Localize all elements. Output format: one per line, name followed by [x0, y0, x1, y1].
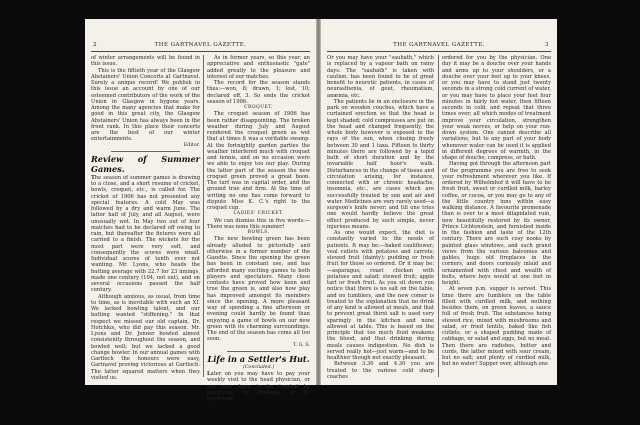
right-column-2	[442, 55, 551, 379]
editor-signature: Editor.	[183, 142, 200, 148]
column-rule	[203, 55, 204, 377]
subsection-label: BOWLS.	[247, 230, 270, 235]
paragraph: The record for the season stands thus:—won, 8; drawn, 1; lost, 10; declared off, 3. So ends the cricket season of 1906.	[207, 80, 310, 105]
subtitle: (Concluded.)	[242, 364, 275, 370]
paragraph: Between 3.30 and 4.30 you are treated to the various cold sharp coaches	[327, 361, 434, 380]
paragraph: As one would expect, the diet is constantly varied to the needs of patients. It may be:—baked cauliflower; veal cutlets with potatoes and carrots; stewed fruit (dainty); pudding or fresh fruit for those so ordered. Or it may be:—asparagus; roast chicken with potatoes and salad; stewed fruit; apple tart or fresh fruit. As you sit down you notice that there is no salt on the table, and no tumblers, and the new comer is treated to the explanation that no drink of any kind is allowed at meals, and that to prevent great thirst salt is used very sparingly in the kitchen and none allowed at table. This is based on the principle that too much fluid weakens the blood, and that drinking during meals causes indigestion. No dish is served really hot—just warm—and to be healthier though not exactly pleasant.	[327, 230, 434, 361]
paragraph: Or you may have your "sauhath," which is replaced by a vapour bath on rainy days. The "sauhath" is taken with caution, has been found to be of great benefit to neurotic patients, in cases of neurasthenia, of gout, rheumatism, anæmia, etc.	[327, 55, 434, 99]
running-header-left	[91, 42, 310, 52]
page-number: 2	[93, 42, 97, 48]
author-signature: T. G. S.	[293, 342, 310, 348]
right-column-1	[327, 55, 434, 379]
left-column-1	[91, 55, 200, 379]
paragraph: As in former years, so this year, an appreciative and enthusiastic "gate" added greatly to the pleasure and interest of our matches.	[207, 55, 310, 80]
column-rule	[438, 55, 439, 377]
running-header-right	[327, 42, 551, 52]
paragraph: We can dismiss this in five words:—There was none this summer!	[207, 217, 310, 230]
paragraph: The croquet season of 1906 has been rather disappointing. The broken weather during July and August rendered the croquet green as wet that at times it was a veritable swamp. At the fortnightly garden parties the weather interfered much with croquet and tennis, and on no occasion were we able to enjoy too our play. During the latter part of the season the new croquet green proved a great boon. The turf was in capital order, and the ground true and firm. At the time of writing no one has come forward to dispute Miss K. C.'s right to the croquet cup.	[207, 111, 310, 211]
running-title: THE GARTNAVEL GAZETTE.	[154, 42, 247, 48]
paragraph: The patients lie in an enclosure in the park on wooden couches, which have a curtained erection so that the head is kept shaded; cold compresses are put on the head and changed frequently, the whole body however is exposed to the rays of the sun, when closing freely between 30 and 1 taxa. Fifteen to thirty minutes there are followed by a tepid bath of short duration and by the invariable half hour's walk. Disturbances in the change of tissue and circulation arising, for instance, connected with or chronic headache, insomnia, etc., are cases which are successfully treated by sun and air and water. Medicines are very rarely used—a surgeon's knife never; and till one tries one would hardly believe the great effect produced by such simple, never injurious means.	[327, 98, 434, 230]
paragraph: The new bowling green has been already alluded to pictorially and otherwise in a former number of the Gazette. Since the opening the green has been in constant use, and has afforded many exciting games to both players and spectators. Many close contests have proved how keen and true the green is, and also how play has improved amongst its members since the opening. A more pleasant way of spending a fine afternoon or evening could hardly be found than enjoying a game of bowls on our new green with its charming surroundings. The end of the season has come all too soon.	[207, 236, 310, 343]
paragraph: ater on you may have to pay your weekly visit to the head physician, or you may have to be treated by electricity, by massage, or by hypnotism.	[207, 371, 310, 402]
paragraph: of winter arrangements will be found in this issue.	[91, 55, 200, 68]
section-divider	[227, 351, 290, 352]
right-page	[321, 19, 557, 385]
paragraph: he season of summer games is drawing to a close, and a short resume of cricket, bowls, croquet, etc., is called for. The cricket of 1906 has not presented any special features. A cold May was followed by a dry and warm June. The latter half of July, and all August, were unusually wet. In May two out of four matches had to be declared off owing to rain, but thereafter the fixtures were all carried to a finish. The wickets for the most part were very soft, and consequently the scores were small. Individual scores of tenth over not wanting. Mr. Lyons, who heads the batting average with 22.7 for 23 innings, made one century (104, not out), and on several occasions passed the half century.	[91, 174, 200, 294]
paragraph: Having got through the afternoon part of the programme you are free to seek your refreshment wherever you like. If ordered by Wilhelmhof it will have to be fresh fruit, sweet or curdled milk, barley coffee, or cocoa, or you may go to any of the little country inns within easy walking distance. A favourite promenade than is over to a most dilapidated ruin, now beautifully restored by its owner, Prince Lichtenstein, and furnished inside in the fashion and taste of the 12th century. There are such cosy nooks by painted glass windows, and such grand views from the various balconies and gables, huge old fireplaces in the corners, and doors curiously inlaid and ornamented with chest and wealth of bolts, where boys would at one feet in height.	[442, 161, 551, 286]
drop-cap: L	[207, 371, 211, 377]
paragraph: Although anxious, as usual, from time to time, as is inevitable with such an XI. We lacked bowling talent, and our batting wanted "stiffening." In that respect we missed our old captain, Dr. Hotchkis, who did pay this season. Mr. Lyons and Dr. Jenner bowled almost consistently throughout the season, and bowled well; but we lacked a good change bowler. In our annual games with Gartloch the honours were easy, Gartnavel proving victorious at Gartloch. The latter squared matters when they visited us.	[91, 293, 200, 381]
paragraph: ordered for you by the physician. One day it may be a douche over your hands and arms up to your shoulders, or a douche over your feet up to your knees, or you may have to stand just twenty seconds in a strong cold current of water, or you may have to place your feet four minutes in fairly hot water, then fifteen seconds in cold, and repeat that three times over; all which modes of treatment improve your circulation, strengthen your weak nerves, or help on your run-down system. One cannot describe all variations, but to any part of your body whenever water can be used it is applied in different degrees of warmth, in the shape of douche, compress, or bath.	[442, 55, 551, 161]
left-page	[85, 19, 316, 402]
section-heading: Review of Summer Games.	[91, 153, 200, 174]
section-heading: Life in a Settler's Hut.	[207, 353, 310, 364]
paragraph: At seven p.m. supper is served. This time there are tumblers on the table filled with curdled milk, and nothing besides them, on green leaves, a sauce full of fresh fruit. The substances being stewed rice, mixed with mushrooms and salad, or fried lentils, baked like fish cutlets, or a shaped pudding made of cabbage, or salad and eggs, but no meat. Then there are radishes, butter and curds, the latter mixed with sour cream, but no salt; and plenty of curdled milk, but no water! Supper over, although one	[442, 286, 551, 368]
paragraph: This is the fiftieth year of the Glasgow Abstainers' Union Concerts at Gartnavel. Surely a unique record! We publish in this issue an account by one of our esteemed contributors of the work of the Union in Glasgow in bygone years. Among the many agencies that make for good in this great city, the Glasgow Abstainers' Union has always been in the front rank. In this place their concerts are the best of our winter entertainments.	[91, 67, 200, 143]
page-number: 3	[545, 42, 549, 48]
subsection-label: LADIES' CRICKET.	[233, 211, 284, 217]
section-divider	[111, 151, 180, 152]
subsection-label: CROQUET.	[244, 105, 273, 110]
drop-cap: T	[91, 174, 95, 181]
running-title: THE GARTNAVEL GAZETTE.	[393, 42, 485, 48]
left-column-2	[207, 55, 310, 402]
